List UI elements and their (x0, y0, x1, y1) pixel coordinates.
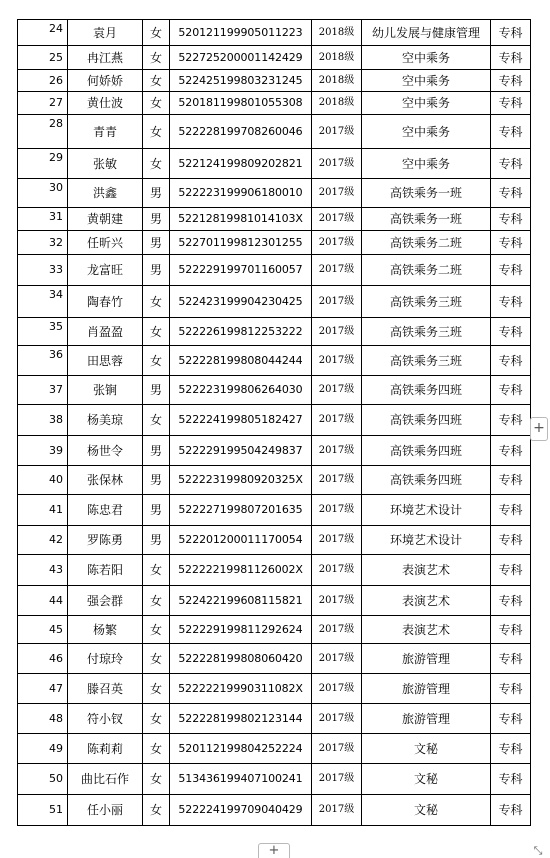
cell-grade: 2017级 (312, 616, 362, 644)
cell-level: 专科 (491, 495, 531, 526)
cell-level: 专科 (491, 346, 531, 376)
cell-id-number: 522425199803231245 (170, 70, 312, 92)
cell-grade: 2018级 (312, 70, 362, 92)
cell-gender: 女 (143, 20, 170, 46)
cell-name: 陈若阳 (68, 555, 143, 586)
cell-gender: 女 (143, 149, 170, 179)
cell-grade: 2017级 (312, 555, 362, 586)
cell-major: 空中乘务 (362, 115, 491, 149)
cell-number: 45 (18, 616, 68, 644)
table-row (18, 616, 531, 644)
cell-gender: 女 (143, 734, 170, 764)
cell-gender: 男 (143, 255, 170, 286)
cell-id-number: 522223199906180010 (170, 179, 312, 208)
cell-name: 陈莉莉 (68, 734, 143, 764)
cell-id-number: 522224199709040429 (170, 795, 312, 826)
cell-name: 洪鑫 (68, 179, 143, 208)
cell-number: 41 (18, 495, 68, 526)
table-row (18, 586, 531, 616)
cell-name: 符小钗 (68, 704, 143, 734)
table-body (18, 20, 531, 826)
cell-name: 滕召英 (68, 674, 143, 704)
cell-number: 35 (18, 318, 68, 346)
cell-number: 26 (18, 70, 68, 92)
table-row (18, 795, 531, 826)
cell-id-number: 522229199504249837 (170, 436, 312, 466)
cell-major: 表演艺术 (362, 555, 491, 586)
cell-number: 43 (18, 555, 68, 586)
cell-gender: 女 (143, 674, 170, 704)
cell-level: 专科 (491, 616, 531, 644)
cell-grade: 2017级 (312, 286, 362, 318)
cell-major: 空中乘务 (362, 92, 491, 115)
add-column-button[interactable]: + (530, 417, 548, 441)
cell-level: 专科 (491, 179, 531, 208)
cell-grade: 2017级 (312, 674, 362, 704)
cell-major: 旅游管理 (362, 644, 491, 674)
cell-number: 51 (18, 795, 68, 826)
table-row (18, 526, 531, 555)
cell-gender: 男 (143, 376, 170, 405)
table-row (18, 346, 531, 376)
cell-gender: 男 (143, 495, 170, 526)
cell-gender: 男 (143, 466, 170, 495)
cell-major: 旅游管理 (362, 704, 491, 734)
cell-level: 专科 (491, 586, 531, 616)
cell-level: 专科 (491, 376, 531, 405)
cell-name: 张锏 (68, 376, 143, 405)
cell-id-number: 522223199806264030 (170, 376, 312, 405)
cell-number: 25 (18, 46, 68, 70)
cell-level: 专科 (491, 704, 531, 734)
cell-id-number: 520121199905011223 (170, 20, 312, 46)
cell-name: 付琼玲 (68, 644, 143, 674)
cell-grade: 2017级 (312, 376, 362, 405)
cell-name: 张敏 (68, 149, 143, 179)
cell-name: 曲比石作 (68, 764, 143, 795)
cell-number: 38 (18, 405, 68, 436)
cell-id-number: 522124199809202821 (170, 149, 312, 179)
cell-id-number: 522228199808060420 (170, 644, 312, 674)
cell-gender: 女 (143, 644, 170, 674)
cell-grade: 2017级 (312, 179, 362, 208)
cell-id-number: 52222219990311082X (170, 674, 312, 704)
cell-grade: 2017级 (312, 764, 362, 795)
cell-id-number: 522228199808044244 (170, 346, 312, 376)
cell-major: 文秘 (362, 764, 491, 795)
cell-grade: 2017级 (312, 436, 362, 466)
cell-name: 肖盈盈 (68, 318, 143, 346)
cell-major: 高铁乘务二班 (362, 255, 491, 286)
cell-major: 旅游管理 (362, 674, 491, 704)
cell-major: 空中乘务 (362, 46, 491, 70)
cell-name: 何娇娇 (68, 70, 143, 92)
table-row (18, 231, 531, 255)
table-row (18, 318, 531, 346)
cell-major: 环境艺术设计 (362, 526, 491, 555)
cell-id-number: 52212819981014103X (170, 208, 312, 231)
cell-major: 表演艺术 (362, 616, 491, 644)
cell-major: 高铁乘务四班 (362, 466, 491, 495)
cell-major: 空中乘务 (362, 149, 491, 179)
table-row (18, 179, 531, 208)
cell-level: 专科 (491, 764, 531, 795)
cell-name: 张保林 (68, 466, 143, 495)
cell-major: 高铁乘务四班 (362, 376, 491, 405)
cell-name: 任小丽 (68, 795, 143, 826)
cell-level: 专科 (491, 92, 531, 115)
table-row (18, 555, 531, 586)
cell-id-number: 522228199708260046 (170, 115, 312, 149)
cell-number: 32 (18, 231, 68, 255)
cell-gender: 女 (143, 70, 170, 92)
cell-grade: 2017级 (312, 795, 362, 826)
cell-level: 专科 (491, 436, 531, 466)
table-row (18, 46, 531, 70)
cell-gender: 女 (143, 92, 170, 115)
cell-gender: 男 (143, 436, 170, 466)
cell-name: 陈忠君 (68, 495, 143, 526)
table-row (18, 405, 531, 436)
cell-grade: 2017级 (312, 526, 362, 555)
cell-number: 48 (18, 704, 68, 734)
cell-number: 28 (18, 115, 68, 149)
cell-level: 专科 (491, 734, 531, 764)
cell-id-number: 522228199802123144 (170, 704, 312, 734)
student-table (17, 19, 531, 826)
cell-number: 40 (18, 466, 68, 495)
cell-major: 文秘 (362, 795, 491, 826)
cell-gender: 女 (143, 704, 170, 734)
cell-gender: 男 (143, 231, 170, 255)
cell-id-number: 522725200001142429 (170, 46, 312, 70)
cell-number: 47 (18, 674, 68, 704)
cell-name: 黄朝建 (68, 208, 143, 231)
cell-name: 强会群 (68, 586, 143, 616)
cell-grade: 2017级 (312, 466, 362, 495)
table-resize-icon[interactable]: ⤡ (533, 844, 543, 857)
table-row (18, 466, 531, 495)
cell-grade: 2017级 (312, 586, 362, 616)
cell-major: 高铁乘务一班 (362, 208, 491, 231)
cell-id-number: 520181199801055308 (170, 92, 312, 115)
cell-gender: 女 (143, 405, 170, 436)
cell-name: 黄仕波 (68, 92, 143, 115)
cell-gender: 女 (143, 795, 170, 826)
table-row (18, 495, 531, 526)
cell-number: 44 (18, 586, 68, 616)
cell-number: 29 (18, 149, 68, 179)
cell-major: 幼儿发展与健康管理 (362, 20, 491, 46)
table-row (18, 70, 531, 92)
cell-major: 高铁乘务二班 (362, 231, 491, 255)
cell-grade: 2017级 (312, 208, 362, 231)
cell-grade: 2017级 (312, 255, 362, 286)
cell-major: 文秘 (362, 734, 491, 764)
cell-number: 33 (18, 255, 68, 286)
cell-grade: 2017级 (312, 495, 362, 526)
cell-number: 31 (18, 208, 68, 231)
cell-number: 42 (18, 526, 68, 555)
cell-level: 专科 (491, 466, 531, 495)
cell-id-number: 522422199608115821 (170, 586, 312, 616)
cell-number: 34 (18, 286, 68, 318)
table-row (18, 208, 531, 231)
cell-major: 高铁乘务四班 (362, 436, 491, 466)
cell-grade: 2017级 (312, 734, 362, 764)
cell-name: 龙富旺 (68, 255, 143, 286)
table-row (18, 704, 531, 734)
cell-id-number: 522226199812253222 (170, 318, 312, 346)
cell-grade: 2017级 (312, 704, 362, 734)
cell-major: 高铁乘务三班 (362, 318, 491, 346)
cell-grade: 2017级 (312, 405, 362, 436)
cell-gender: 女 (143, 764, 170, 795)
cell-gender: 女 (143, 46, 170, 70)
cell-grade: 2018级 (312, 46, 362, 70)
cell-number: 50 (18, 764, 68, 795)
cell-level: 专科 (491, 526, 531, 555)
cell-major: 表演艺术 (362, 586, 491, 616)
table-row (18, 376, 531, 405)
cell-name: 袁月 (68, 20, 143, 46)
cell-level: 专科 (491, 149, 531, 179)
cell-gender: 男 (143, 526, 170, 555)
cell-id-number: 522224199805182427 (170, 405, 312, 436)
cell-number: 46 (18, 644, 68, 674)
cell-grade: 2017级 (312, 318, 362, 346)
cell-id-number: 520112199804252224 (170, 734, 312, 764)
cell-name: 青青 (68, 115, 143, 149)
cell-gender: 男 (143, 179, 170, 208)
table-row (18, 734, 531, 764)
cell-id-number: 522423199904230425 (170, 286, 312, 318)
cell-major: 高铁乘务三班 (362, 286, 491, 318)
cell-number: 30 (18, 179, 68, 208)
cell-number: 36 (18, 346, 68, 376)
table-row (18, 764, 531, 795)
table-row (18, 115, 531, 149)
cell-major: 高铁乘务一班 (362, 179, 491, 208)
cell-level: 专科 (491, 286, 531, 318)
cell-level: 专科 (491, 70, 531, 92)
cell-name: 杨世令 (68, 436, 143, 466)
cell-number: 37 (18, 376, 68, 405)
cell-name: 罗陈勇 (68, 526, 143, 555)
cell-number: 24 (18, 20, 68, 46)
cell-major: 环境艺术设计 (362, 495, 491, 526)
cell-major: 空中乘务 (362, 70, 491, 92)
cell-level: 专科 (491, 115, 531, 149)
cell-gender: 女 (143, 586, 170, 616)
cell-name: 任昕兴 (68, 231, 143, 255)
cell-level: 专科 (491, 20, 531, 46)
cell-number: 27 (18, 92, 68, 115)
cell-gender: 女 (143, 115, 170, 149)
cell-name: 冉江燕 (68, 46, 143, 70)
table-row (18, 255, 531, 286)
table-row (18, 674, 531, 704)
cell-grade: 2017级 (312, 115, 362, 149)
cell-level: 专科 (491, 231, 531, 255)
cell-grade: 2017级 (312, 149, 362, 179)
add-row-button[interactable]: + (258, 843, 290, 858)
table-row (18, 149, 531, 179)
cell-level: 专科 (491, 644, 531, 674)
cell-grade: 2018级 (312, 20, 362, 46)
table-row (18, 436, 531, 466)
cell-level: 专科 (491, 208, 531, 231)
table-row (18, 20, 531, 46)
cell-number: 39 (18, 436, 68, 466)
cell-gender: 女 (143, 346, 170, 376)
cell-level: 专科 (491, 255, 531, 286)
cell-grade: 2017级 (312, 346, 362, 376)
cell-major: 高铁乘务三班 (362, 346, 491, 376)
cell-grade: 2017级 (312, 644, 362, 674)
cell-name: 杨繁 (68, 616, 143, 644)
cell-level: 专科 (491, 46, 531, 70)
cell-name: 田思蓉 (68, 346, 143, 376)
cell-id-number: 522229199811292624 (170, 616, 312, 644)
table-row (18, 92, 531, 115)
cell-id-number: 52222219981126002X (170, 555, 312, 586)
cell-number: 49 (18, 734, 68, 764)
cell-level: 专科 (491, 674, 531, 704)
cell-grade: 2018级 (312, 92, 362, 115)
cell-gender: 女 (143, 318, 170, 346)
cell-id-number: 522229199701160057 (170, 255, 312, 286)
cell-level: 专科 (491, 405, 531, 436)
cell-id-number: 522227199807201635 (170, 495, 312, 526)
table-row (18, 644, 531, 674)
cell-id-number: 522201200011170054 (170, 526, 312, 555)
cell-id-number: 513436199407100241 (170, 764, 312, 795)
cell-name: 陶春竹 (68, 286, 143, 318)
cell-major: 高铁乘务四班 (362, 405, 491, 436)
cell-gender: 男 (143, 208, 170, 231)
cell-level: 专科 (491, 318, 531, 346)
cell-gender: 女 (143, 286, 170, 318)
cell-grade: 2017级 (312, 231, 362, 255)
cell-id-number: 52222319980920325X (170, 466, 312, 495)
cell-name: 杨美琼 (68, 405, 143, 436)
cell-level: 专科 (491, 555, 531, 586)
cell-gender: 女 (143, 616, 170, 644)
cell-id-number: 522701199812301255 (170, 231, 312, 255)
table-row (18, 286, 531, 318)
cell-level: 专科 (491, 795, 531, 826)
cell-gender: 女 (143, 555, 170, 586)
